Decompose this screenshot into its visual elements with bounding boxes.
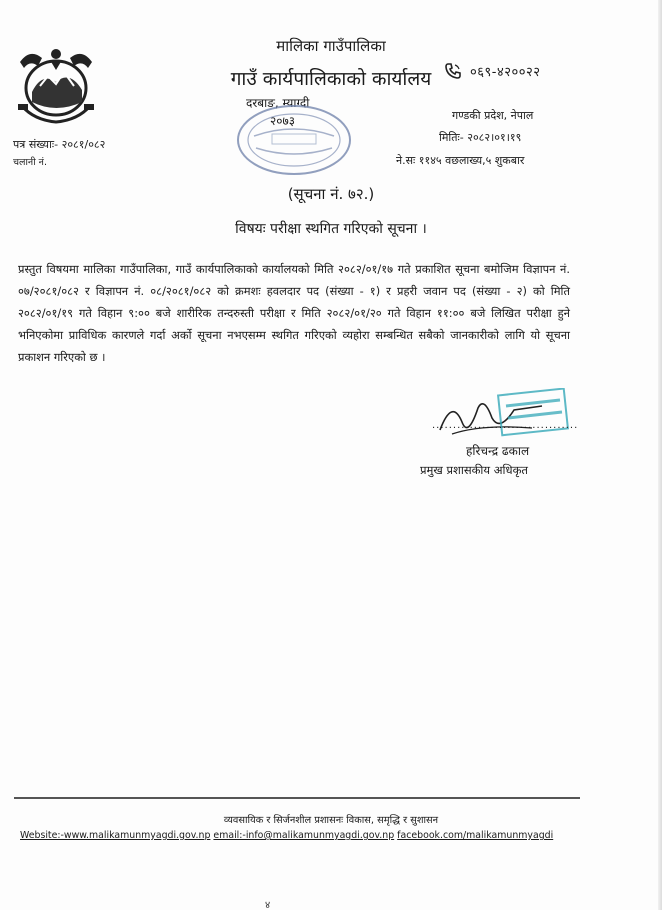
notice-body: प्रस्तुत विषयमा मालिका गाउँपालिका, गाउँ कार्यपालिकाको कार्यालयको मिति २०८२/०१/१७ गते प्रकाशित सूचना बमोजिम विज्ञापन नं. ०७/२०८१/०८२ र विज्ञापन नं. ०८/२०८१/०८२ को क्रमशः हवलदार पद (संख्या - १) र प्रहरी जवान पद (संख्या - २) को मिति २०८२/०१/१९ गते विहान ९:०० बजे शारीरिक तन्दरुस्ती परीक्षा र मिति २०८२/०१/२० गते विहान ११:०० बजे लिखित परीक्षा हुने भनिएकोमा प्राविधिक कारणले गर्दा अर्को सूचना नभएसम्म स्थगित गरिएको व्यहोरा सम्बन्धित सबैको जानकारीको लागि यो सूचना प्रकाशन गरिएको छ । — [18, 262, 570, 364]
letter-number: पत्र संख्याः- २०८१/०८२ — [13, 138, 106, 151]
footer-divider — [14, 797, 580, 799]
signatory-title: प्रमुख प्रशासकीय अधिकृत — [420, 463, 528, 477]
facebook-link[interactable]: facebook.com/malikamunmyagdi — [397, 830, 554, 841]
footer-links — [20, 830, 553, 841]
dispatch-number: चलानी नं. — [13, 157, 47, 168]
signatory-name: हरिचन्द्र ढकाल — [466, 444, 530, 458]
phone-number — [444, 62, 541, 80]
page-mark: ४ — [265, 900, 271, 911]
province: गण्डकी प्रदेश, नेपाल — [452, 109, 534, 122]
established-year: २०७३ — [270, 114, 295, 128]
letter-date: मितिः- २०८२।०१।१९ — [439, 131, 522, 144]
phone-value: ०६९-४२००२२ — [470, 65, 541, 80]
signature-line: ................................... — [432, 420, 579, 431]
website-link[interactable]: Website:-www.malikamunmyagdi.gov.np — [20, 830, 211, 841]
email-link[interactable]: email:-info@malikamunmyagdi.gov.np — [213, 830, 395, 841]
scan-edge — [658, 0, 662, 910]
office-name: गाउँ कार्यपालिकाको कार्यालय — [230, 68, 432, 90]
office-location: दरबाङ, म्याग्दी — [246, 96, 310, 110]
municipality-name: मालिका गाउँपालिका — [276, 37, 386, 55]
office-stamp-seal — [232, 100, 356, 176]
footer-slogan: व्यवसायिक र सिर्जनशील प्रशासनः विकास, समृद्धि र सुशासन — [223, 815, 439, 826]
notice-number: (सूचना नं. ७२.) — [287, 185, 375, 203]
phone-icon — [444, 62, 462, 80]
nepali-date-address: ने.सः ११४५ वछलाख्य,५ शुकबार — [396, 154, 525, 167]
notice-subject: विषयः परीक्षा स्थगित गरिएको सूचना । — [235, 221, 427, 237]
